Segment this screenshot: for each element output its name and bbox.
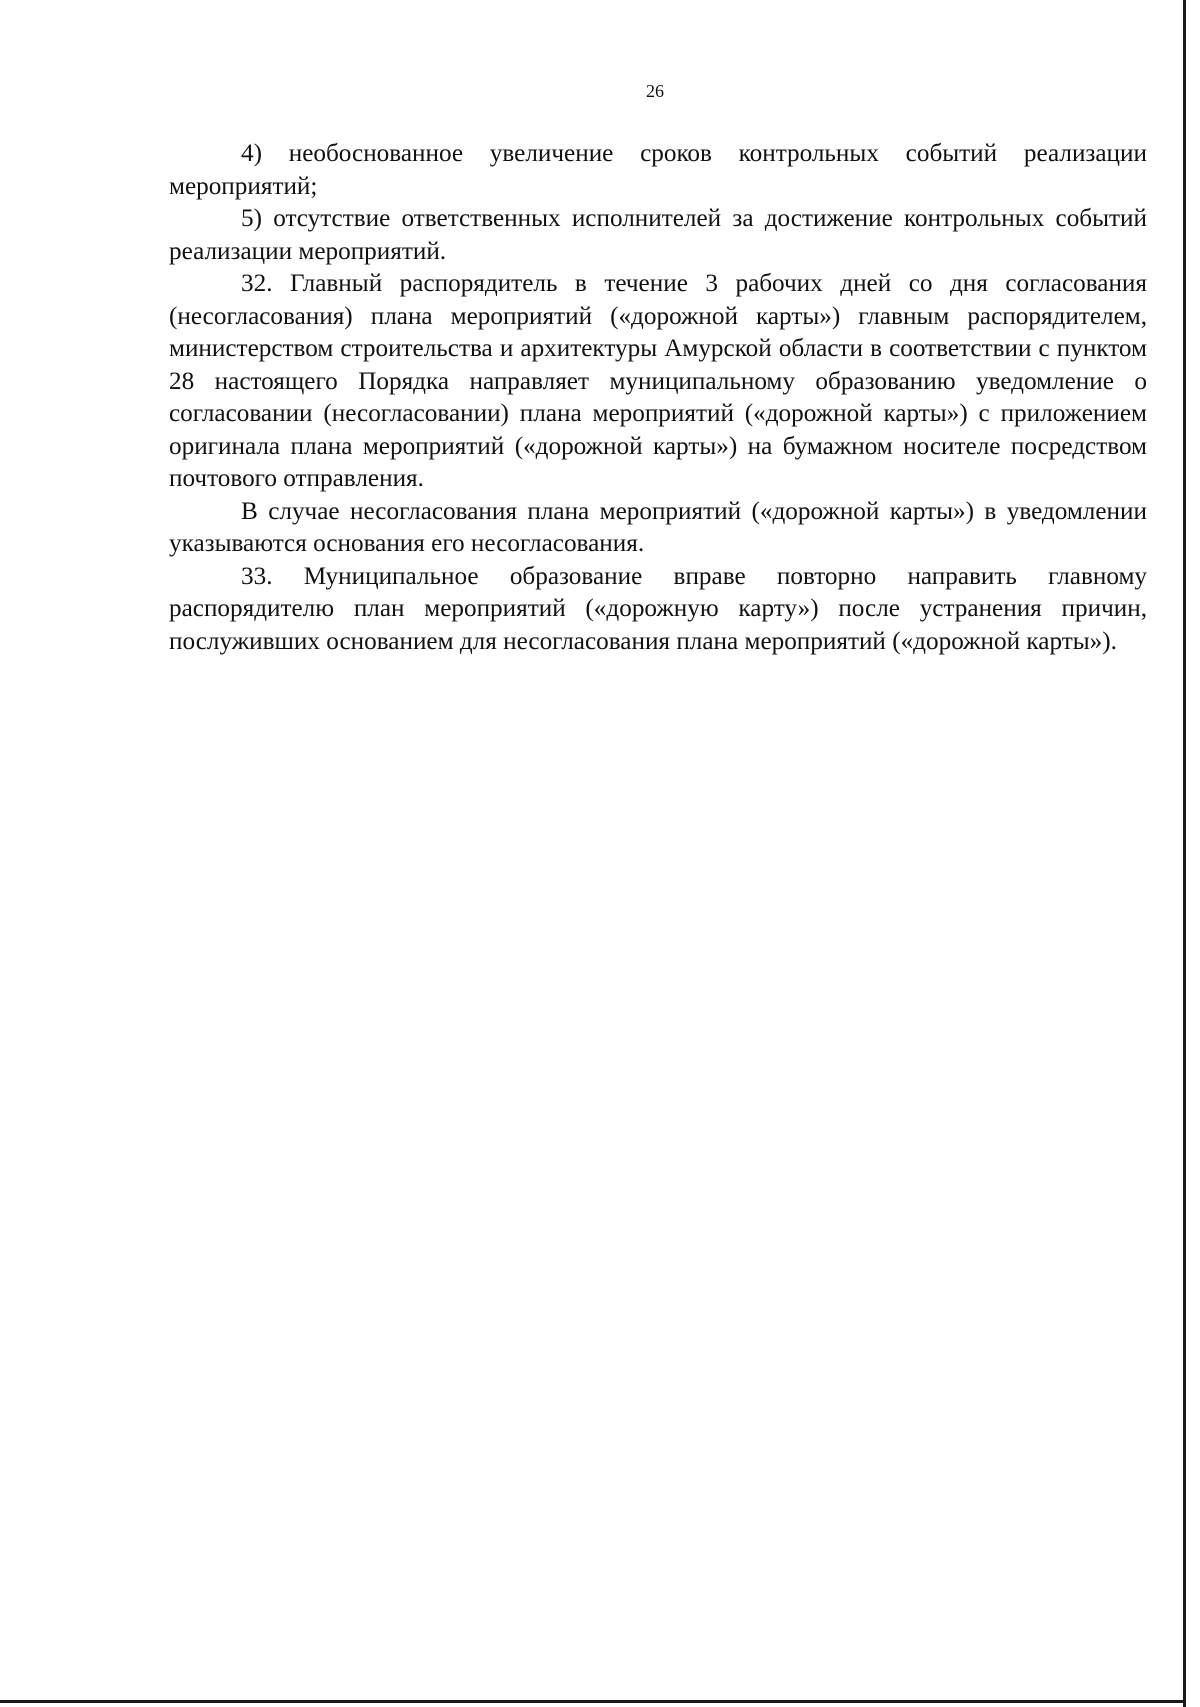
- scan-border-bottom: [0, 1700, 1186, 1703]
- page-number: 26: [646, 81, 664, 101]
- scan-border-right: [1183, 0, 1186, 1707]
- paragraph-item-4: 4) необоснованное увеличение сроков контрольных событий реализации мероприятий;: [169, 140, 1147, 200]
- paragraph-32: 32. Главный распорядитель в течение 3 рабочих дней со дня согласования (несогласования) плана мероприятий («дорожной карты») главным распорядителем, министерством строительства и архитектуры Амурской области в соответствии с пунктом 28 настоящего Порядка направляет муниципальному образованию уведомление о согласовании (несогласовании) плана мероприятий («дорожной карты») с приложением оригинала плана мероприятий («дорожной карты») на бумажном носителе посредством почтового отправления.: [169, 270, 1147, 492]
- paragraph-32-continuation: В случае несогласования плана мероприятий («дорожной карты») в уведомлении указываются основания его несогласования.: [169, 497, 1147, 557]
- document-body: [169, 138, 1147, 658]
- paragraph-item-5: 5) отсутствие ответственных исполнителей за достижение контрольных событий реализации мероприятий.: [169, 205, 1147, 265]
- paragraph-33: 33. Муниципальное образование вправе повторно направить главному распорядителю план мероприятий («дорожную карту») после устранения причин, послуживших основанием для несогласования плана мероприятий («дорожной карты»).: [169, 562, 1147, 655]
